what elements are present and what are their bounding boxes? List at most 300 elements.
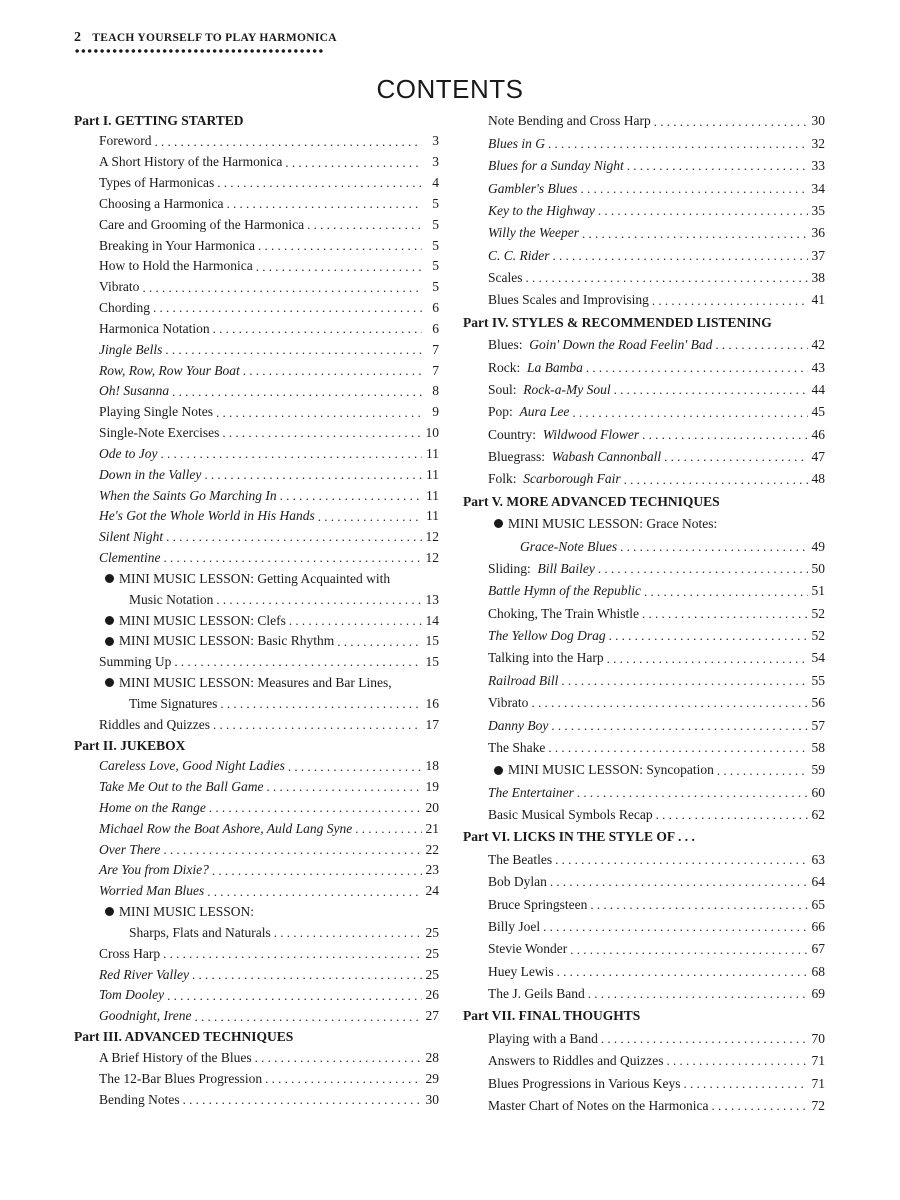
- dot-leader: [601, 1032, 808, 1045]
- toc-entry-title: Choosing a Harmonica: [99, 195, 224, 211]
- toc-right-column: [463, 110, 825, 1117]
- toc-entry: [463, 446, 825, 468]
- toc-entry-song-title: Scarborough Fair: [516, 471, 621, 487]
- dot-leader: [274, 926, 422, 939]
- toc-entry-title: Care and Grooming of the Harmonica: [99, 216, 305, 232]
- toc-entry-title: Types of Harmonicas: [99, 175, 215, 191]
- toc-page-number: 24: [425, 883, 439, 899]
- toc-entry: [74, 777, 439, 798]
- toc-entry-title: He's Got the Whole World in His Hands: [99, 508, 315, 524]
- toc-entry-title: Part VII. FINAL THOUGHTS: [463, 1008, 641, 1024]
- toc-entry-title: Part IV. STYLES & RECOMMENDED LISTENING: [463, 314, 772, 330]
- toc-page-number: 36: [811, 225, 825, 241]
- toc-entry-title: Jingle Bells: [99, 341, 163, 357]
- toc-page-number: 62: [811, 807, 825, 823]
- toc-page-number: 37: [811, 247, 825, 263]
- running-head-title: TEACH YOURSELF TO PLAY HARMONICA: [92, 32, 337, 44]
- bullet-icon: [494, 766, 503, 775]
- dot-leader: [280, 489, 422, 502]
- toc-entry-title: How to Hold the Harmonica: [99, 258, 253, 274]
- toc-entry: [463, 781, 825, 803]
- toc-entry-title: The J. Geils Band: [488, 986, 585, 1002]
- toc-entry-title: MINI MUSIC LESSON: Grace Notes:: [508, 516, 718, 532]
- toc-entry: [463, 334, 825, 356]
- toc-entry: [74, 652, 439, 673]
- dot-leader: [620, 540, 808, 553]
- toc-entry-title: Pop: Aura Lee: [488, 404, 570, 420]
- toc-entry-title: Part V. MORE ADVANCED TECHNIQUES: [463, 493, 720, 509]
- toc-entry: [463, 356, 825, 378]
- toc-entry-title: Note Bending and Cross Harp: [488, 113, 651, 129]
- toc-page-number: 6: [432, 300, 439, 316]
- toc-entry: [74, 277, 439, 298]
- dot-leader: [153, 301, 422, 314]
- toc-entry-title: Playing Single Notes: [99, 404, 213, 420]
- toc-page-number: 5: [432, 237, 439, 253]
- toc-entry-title: MINI MUSIC LESSON: Measures and Bar Lines,: [119, 675, 392, 691]
- toc-entry-title: Single-Note Exercises: [99, 425, 220, 441]
- toc-entry: [74, 235, 439, 256]
- toc-entry-title: Over There: [99, 841, 161, 857]
- dot-leader: [355, 822, 422, 835]
- toc-page-number: 8: [432, 383, 439, 399]
- toc-entry-title: Foreword: [99, 133, 152, 149]
- toc-page-number: 18: [425, 758, 439, 774]
- toc-entry-title: MINI MUSIC LESSON:: [119, 904, 255, 920]
- toc-page-number: 12: [425, 529, 439, 545]
- toc-page-number: 43: [811, 359, 825, 375]
- toc-page-number: 60: [811, 784, 825, 800]
- toc-entry-title: Part VI. LICKS IN THE STYLE OF . . .: [463, 829, 695, 845]
- toc-entry-title: Silent Night: [99, 529, 164, 545]
- dot-leader: [586, 361, 808, 374]
- toc-page-number: 13: [425, 591, 439, 607]
- toc-entry: [463, 1072, 825, 1094]
- toc-part-heading: [463, 490, 825, 512]
- toc-entry-title: Stevie Wonder: [488, 941, 568, 957]
- bullet-icon: [105, 907, 114, 916]
- toc-entry-title: Bluegrass: Wabash Cannonball: [488, 449, 662, 465]
- toc-entry-title: Railroad Bill: [488, 672, 559, 688]
- toc-page-number: 42: [811, 337, 825, 353]
- dot-leader: [614, 383, 808, 396]
- dot-leader: [192, 968, 422, 981]
- toc-entry: [74, 568, 439, 589]
- toc-entry-title: Home on the Range: [99, 799, 206, 815]
- toc-entry: [463, 244, 825, 266]
- toc-page-number: 66: [811, 918, 825, 934]
- dot-leader: [577, 786, 808, 799]
- toc-entry-song-title: Aura Lee: [512, 404, 570, 420]
- dot-leader: [715, 338, 808, 351]
- toc-entry-title: Oh! Susanna: [99, 383, 170, 399]
- bullet-icon: [105, 678, 114, 687]
- toc-entry-title: The 12-Bar Blues Progression: [99, 1070, 263, 1086]
- toc-entry-song-title: La Bamba: [520, 359, 583, 375]
- dot-leader: [543, 920, 808, 933]
- toc-entry: [74, 922, 439, 943]
- toc-entry-title: Sharps, Flats and Naturals: [129, 924, 271, 940]
- toc-entry: [463, 647, 825, 669]
- dot-leader: [590, 898, 808, 911]
- toc-entry: [74, 672, 439, 693]
- toc-page-number: 11: [426, 466, 439, 482]
- toc-entry-title: Scales: [488, 270, 523, 286]
- toc-entry-title: Rock: La Bamba: [488, 359, 583, 375]
- toc-entry-title: Part II. JUKEBOX: [74, 737, 186, 753]
- toc-page-number: 58: [811, 739, 825, 755]
- toc-entry-title: MINI MUSIC LESSON: Basic Rhythm: [119, 633, 335, 649]
- toc-entry-title: Vibrato: [488, 695, 529, 711]
- dot-leader: [258, 239, 422, 252]
- toc-entry-title: MINI MUSIC LESSON: Clefs: [119, 612, 286, 628]
- toc-entry: [463, 737, 825, 759]
- toc-entry: [74, 402, 439, 423]
- dot-leader: [266, 780, 422, 793]
- toc-entry: [74, 152, 439, 173]
- toc-entry-title: Summing Up: [99, 654, 172, 670]
- page-title: CONTENTS: [376, 74, 524, 104]
- toc-page-number: 45: [811, 404, 825, 420]
- toc-entry-title: Gambler's Blues: [488, 180, 578, 196]
- toc-entry-title: Grace-Note Blues: [520, 538, 618, 554]
- toc-entry: [74, 381, 439, 402]
- dot-leader: [243, 364, 422, 377]
- toc-entry-title: Part III. ADVANCED TECHNIQUES: [74, 1029, 294, 1045]
- dot-leader: [550, 875, 808, 888]
- dot-leader: [216, 593, 422, 606]
- dot-leader: [256, 260, 422, 273]
- dot-leader: [217, 176, 422, 189]
- toc-entry: [74, 256, 439, 277]
- toc-page-number: 3: [432, 133, 439, 149]
- dot-leader: [572, 406, 808, 419]
- dot-leader: [609, 629, 808, 642]
- toc-page-number: 71: [811, 1075, 825, 1091]
- toc-entry: [463, 1027, 825, 1049]
- dot-leader: [172, 385, 422, 398]
- toc-entry: [463, 558, 825, 580]
- toc-entry-title: The Yellow Dog Drag: [488, 628, 606, 644]
- toc-part-heading: [74, 735, 439, 756]
- dot-leader: [582, 227, 808, 240]
- toc-entry-title: Ode to Joy: [99, 445, 158, 461]
- dot-leader: [207, 885, 422, 898]
- toc-entry: [74, 818, 439, 839]
- toc-entry: [463, 222, 825, 244]
- toc-entry: [463, 625, 825, 647]
- toc-page-number: 52: [811, 605, 825, 621]
- toc-entry: [463, 580, 825, 602]
- toc-page-number: 25: [425, 924, 439, 940]
- toc-entry: [74, 901, 439, 922]
- toc-entry-song-title: Goin' Down the Road Feelin' Bad: [522, 337, 713, 353]
- toc-entry: [463, 267, 825, 289]
- bullet-icon: [105, 616, 114, 625]
- toc-page-number: 33: [811, 158, 825, 174]
- toc-entry: [463, 289, 825, 311]
- dot-leader: [142, 281, 422, 294]
- toc-entry: [74, 756, 439, 777]
- toc-page-number: 9: [432, 404, 439, 420]
- toc-entry-title: C. C. Rider: [488, 247, 550, 263]
- toc-entry-title: Goodnight, Irene: [99, 1008, 192, 1024]
- toc-entry-title: Clementine: [99, 550, 161, 566]
- toc-entry: [463, 513, 825, 535]
- toc-page-number: 11: [426, 508, 439, 524]
- dot-leader: [664, 450, 808, 463]
- toc-page-number: 32: [811, 135, 825, 151]
- toc-entry: [74, 506, 439, 527]
- dot-leader: [307, 218, 422, 231]
- toc-entry: [463, 759, 825, 781]
- dot-leader: [183, 1093, 422, 1106]
- toc-entry-title: Basic Musical Symbols Recap: [488, 807, 653, 823]
- toc-entry: [463, 401, 825, 423]
- toc-entry-title: Vibrato: [99, 279, 140, 295]
- toc-entry-title: Tom Dooley: [99, 987, 165, 1003]
- toc-page-number: 52: [811, 628, 825, 644]
- toc-page-number: 7: [432, 341, 439, 357]
- toc-page-number: 16: [425, 695, 439, 711]
- toc-part-heading: [463, 1005, 825, 1027]
- toc-page-number: 25: [425, 966, 439, 982]
- toc-page-number: 30: [425, 1091, 439, 1107]
- toc-page-number: 44: [811, 381, 825, 397]
- dot-leader: [570, 943, 808, 956]
- toc-entry-title: Country: Wildwood Flower: [488, 426, 640, 442]
- toc-page-number: 29: [425, 1070, 439, 1086]
- toc-entry-title: Playing with a Band: [488, 1030, 598, 1046]
- dot-leader: [165, 343, 422, 356]
- toc-entry-title: Bruce Springsteen: [488, 896, 588, 912]
- toc-entry-title: Blues in G: [488, 135, 545, 151]
- toc-page-number: 15: [425, 654, 439, 670]
- dot-leader: [642, 428, 808, 441]
- toc-entry: [74, 714, 439, 735]
- toc-entry: [74, 860, 439, 881]
- toc-entry: [74, 610, 439, 631]
- dot-leader: [174, 655, 422, 668]
- toc-page-number: 17: [425, 716, 439, 732]
- toc-page-number: 64: [811, 874, 825, 890]
- toc-entry: [463, 155, 825, 177]
- toc-page-number: 38: [811, 270, 825, 286]
- toc-entry: [74, 360, 439, 381]
- toc-entry: [463, 916, 825, 938]
- dot-leader: [553, 249, 808, 262]
- toc-entry: [74, 527, 439, 548]
- toc-entry: [74, 1089, 439, 1110]
- toc-entry: [74, 985, 439, 1006]
- toc-entry-title: Take Me Out to the Ball Game: [99, 779, 264, 795]
- toc-entry-title: The Shake: [488, 739, 546, 755]
- dot-leader: [598, 562, 808, 575]
- toc-entry-title: Bob Dylan: [488, 874, 547, 890]
- toc-entry: [463, 379, 825, 401]
- toc-entry: [74, 943, 439, 964]
- toc-page-number: 23: [425, 862, 439, 878]
- toc-entry: [74, 631, 439, 652]
- toc-page-number: 5: [432, 279, 439, 295]
- dot-leader: [588, 987, 808, 1000]
- toc-page-number: 25: [425, 945, 439, 961]
- toc-page-number: 48: [811, 471, 825, 487]
- toc-entry: [74, 485, 439, 506]
- dot-leader: [222, 426, 422, 439]
- dot-leader: [213, 322, 422, 335]
- toc-entry: [74, 422, 439, 443]
- toc-page-number: 6: [432, 320, 439, 336]
- toc-entry: [463, 535, 825, 557]
- toc-entry: [74, 443, 439, 464]
- toc-page-number: 26: [425, 987, 439, 1003]
- dotted-rule: [74, 48, 324, 54]
- toc-page-number: 70: [811, 1030, 825, 1046]
- toc-page-number: 55: [811, 672, 825, 688]
- toc-entry: [74, 1068, 439, 1089]
- toc-entry-song-title: Wabash Cannonball: [545, 449, 662, 465]
- dot-leader: [557, 965, 808, 978]
- toc-page-number: 30: [811, 113, 825, 129]
- toc-entry: [463, 692, 825, 714]
- toc-entry-title: Harmonica Notation: [99, 320, 210, 336]
- dot-leader: [163, 843, 422, 856]
- dot-leader: [209, 801, 422, 814]
- toc-entry-title: Danny Boy: [488, 717, 549, 733]
- dot-leader: [654, 115, 808, 128]
- toc-page-number: 57: [811, 717, 825, 733]
- toc-entry-title: Willy the Weeper: [488, 225, 579, 241]
- toc-entry-song-title: Rock-a-My Soul: [516, 381, 611, 397]
- toc-entry-title: Choking, The Train Whistle: [488, 605, 640, 621]
- toc-entry-title: MINI MUSIC LESSON: Getting Acquainted with: [119, 570, 391, 586]
- toc-page-number: 46: [811, 426, 825, 442]
- toc-page-number: 15: [425, 633, 439, 649]
- dot-leader: [255, 1051, 422, 1064]
- toc-entry: [463, 669, 825, 691]
- toc-entry-title: Careless Love, Good Night Ladies: [99, 758, 285, 774]
- toc-entry: [74, 297, 439, 318]
- dot-leader: [194, 1010, 422, 1023]
- dot-leader: [204, 468, 422, 481]
- dot-leader: [548, 137, 808, 150]
- dot-leader: [285, 156, 422, 169]
- dot-leader: [337, 635, 422, 648]
- dot-leader: [666, 1054, 808, 1067]
- toc-page-number: 5: [432, 216, 439, 232]
- dot-leader: [684, 1077, 808, 1090]
- toc-entry: [74, 964, 439, 985]
- dot-leader: [548, 741, 808, 754]
- toc-entry: [463, 602, 825, 624]
- toc-page-number: 11: [426, 487, 439, 503]
- dot-leader: [163, 551, 422, 564]
- toc-entry-title: Chording: [99, 300, 151, 316]
- toc-entry: [463, 714, 825, 736]
- toc-left-column: [74, 110, 439, 1110]
- toc-entry-title: A Short History of the Harmonica: [99, 154, 283, 170]
- toc-entry-title: When the Saints Go Marching In: [99, 487, 277, 503]
- toc-entry-title: Battle Hymn of the Republic: [488, 583, 641, 599]
- toc-part-heading: [463, 311, 825, 333]
- dot-leader: [555, 853, 808, 866]
- dot-leader: [265, 1072, 422, 1085]
- toc-entry-title: Are You from Dixie?: [99, 862, 209, 878]
- toc-entry: [463, 1050, 825, 1072]
- dot-leader: [220, 697, 422, 710]
- toc-entry-title: Talking into the Harp: [488, 650, 604, 666]
- toc-entry: [463, 132, 825, 154]
- toc-entry-title: Row, Row, Row Your Boat: [99, 362, 240, 378]
- dot-leader: [644, 585, 808, 598]
- toc-entry-song-title: Wildwood Flower: [536, 426, 640, 442]
- toc-page-number: 49: [811, 538, 825, 554]
- bullet-icon: [105, 637, 114, 646]
- toc-page-number: 41: [811, 292, 825, 308]
- toc-entry: [74, 214, 439, 235]
- toc-entry-title: Part I. GETTING STARTED: [74, 112, 244, 128]
- toc-entry-title: Master Chart of Notes on the Harmonica: [488, 1097, 709, 1113]
- toc-entry-title: Red River Valley: [99, 966, 189, 982]
- dot-leader: [167, 989, 422, 1002]
- toc-entry-title: MINI MUSIC LESSON: Syncopation: [508, 762, 714, 778]
- dot-leader: [216, 406, 422, 419]
- toc-page-number: 4: [432, 175, 439, 191]
- toc-entry-title: Blues for a Sunday Night: [488, 158, 624, 174]
- toc-entry-title: Blues Progressions in Various Keys: [488, 1075, 681, 1091]
- toc-page-number: 28: [425, 1049, 439, 1065]
- toc-page-number: 10: [425, 425, 439, 441]
- toc-page-number: 22: [425, 841, 439, 857]
- dot-leader: [652, 294, 808, 307]
- toc-page-number: 12: [425, 550, 439, 566]
- dot-leader: [531, 696, 808, 709]
- toc-entry: [74, 547, 439, 568]
- toc-page-number: 63: [811, 851, 825, 867]
- toc-entry: [74, 797, 439, 818]
- toc-entry-title: Soul: Rock-a-My Soul: [488, 381, 611, 397]
- toc-entry: [74, 589, 439, 610]
- toc-entry: [74, 1006, 439, 1027]
- toc-entry: [74, 881, 439, 902]
- toc-page-number: 68: [811, 963, 825, 979]
- toc-entry-title: Blues Scales and Improvising: [488, 292, 649, 308]
- toc-entry-title: Sliding: Bill Bailey: [488, 560, 595, 576]
- toc-page-number: 5: [432, 258, 439, 274]
- dot-leader: [163, 947, 422, 960]
- toc-entry: [463, 938, 825, 960]
- toc-entry: [74, 693, 439, 714]
- toc-entry: [74, 318, 439, 339]
- toc-entry: [463, 983, 825, 1005]
- dot-leader: [717, 764, 808, 777]
- toc-part-heading: [463, 826, 825, 848]
- toc-page-number: 67: [811, 941, 825, 957]
- toc-entry-title: Music Notation: [129, 591, 214, 607]
- toc-entry: [463, 848, 825, 870]
- toc-entry: [74, 464, 439, 485]
- running-head: [74, 30, 337, 46]
- toc-entry-title: Bending Notes: [99, 1091, 180, 1107]
- toc-entry-title: Time Signatures: [129, 695, 218, 711]
- toc-entry: [74, 172, 439, 193]
- toc-page-number: 7: [432, 362, 439, 378]
- toc-entry: [74, 1047, 439, 1068]
- toc-page-number: 59: [811, 762, 825, 778]
- dot-leader: [581, 182, 808, 195]
- toc-entry-title: A Brief History of the Blues: [99, 1049, 252, 1065]
